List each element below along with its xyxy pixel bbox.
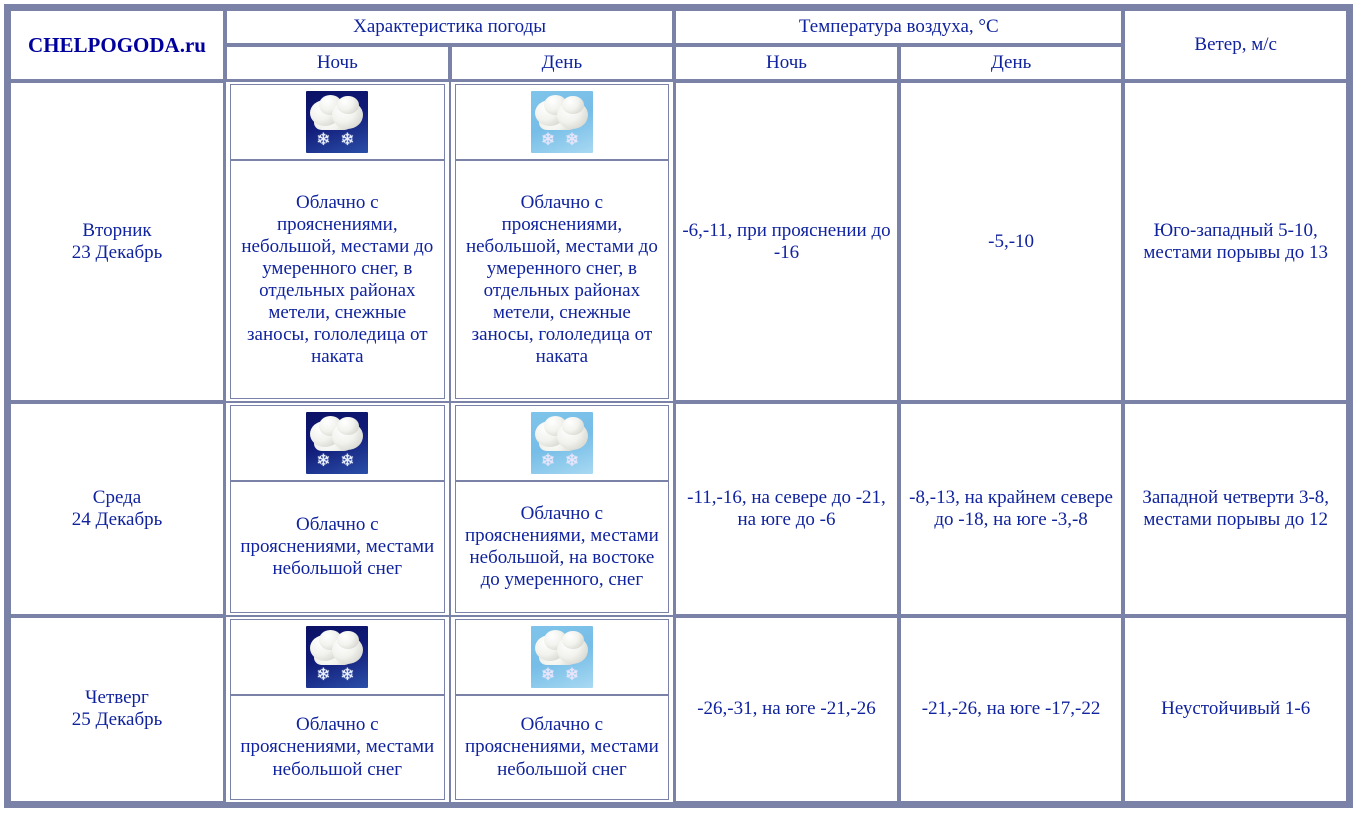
cloudy-snow-night-icon: ❄ ❄: [306, 626, 368, 688]
night-characteristic-inner-table: [230, 619, 445, 800]
day-characteristic-inner-table: [455, 619, 670, 800]
cloudy-snow-day-icon: ❄ ❄: [531, 412, 593, 474]
night-characteristic-cell: [226, 403, 449, 615]
header-temperature-night: Ночь: [675, 46, 898, 80]
weekday-date: 23 Декабрь: [71, 241, 163, 263]
night-characteristic-cell: [226, 617, 449, 802]
weather-forecast-table: [4, 4, 1353, 808]
night-temperature: -6,-11, при прояснении до -16: [675, 82, 898, 401]
day-icon-cell: [455, 405, 670, 481]
weekday-name: Среда: [92, 487, 142, 509]
night-temperature: -11,-16, на севере до -21, на юге до -6: [675, 403, 898, 615]
day-icon-cell: [455, 84, 670, 160]
night-icon-cell: [230, 405, 445, 481]
night-icon-cell: [230, 84, 445, 160]
day-characteristic-inner-table: [455, 405, 670, 613]
cloudy-snow-day-icon: ❄ ❄: [531, 91, 593, 153]
night-characteristic-cell: [226, 82, 449, 401]
table-row: [10, 403, 1347, 615]
night-description: Облачно с прояснениями, местами небольшой снег: [230, 695, 445, 800]
day-temperature: -21,-26, на юге -17,-22: [900, 617, 1123, 802]
header-temperature-day: День: [900, 46, 1123, 80]
table-header-row-top: [10, 10, 1347, 44]
day-description: Облачно с прояснениями, местами небольшой, на востоке до умеренного, снег: [455, 481, 670, 613]
day-temperature: -8,-13, на крайнем севере до -18, на юге -3,-8: [900, 403, 1123, 615]
wind-value: Западной четверти 3-8, местами порывы до 12: [1124, 403, 1347, 615]
night-temperature: -26,-31, на юге -21,-26: [675, 617, 898, 802]
day-description: Облачно с прояснениями, местами небольшой снег: [455, 695, 670, 800]
site-logo: CHELPOGODA.ru: [28, 32, 206, 57]
day-label-cell: [10, 403, 224, 615]
wind-value: Юго-западный 5-10, местами порывы до 13: [1124, 82, 1347, 401]
day-characteristic-cell: [451, 403, 674, 615]
day-characteristic-cell: [451, 82, 674, 401]
weekday-date: 25 Декабрь: [71, 709, 163, 731]
day-temperature: -5,-10: [900, 82, 1123, 401]
night-description: Облачно с прояснениями, местами небольшой снег: [230, 481, 445, 613]
cloudy-snow-night-icon: ❄ ❄: [306, 91, 368, 153]
weekday-name: Вторник: [82, 219, 152, 241]
header-weather-characteristic: Характеристика погоды: [226, 10, 673, 44]
header-characteristic-night: Ночь: [226, 46, 449, 80]
cloudy-snow-night-icon: ❄ ❄: [306, 412, 368, 474]
table-row: [10, 82, 1347, 401]
cloudy-snow-day-icon: ❄ ❄: [531, 626, 593, 688]
day-icon-cell: [455, 619, 670, 695]
day-characteristic-cell: [451, 617, 674, 802]
day-description: Облачно с прояснениями, небольшой, местами до умеренного снег, в отдельных районах метели, снежные заносы, гололедица от наката: [455, 160, 670, 399]
table-row: [10, 617, 1347, 802]
wind-value: Неустойчивый 1-6: [1124, 617, 1347, 802]
weekday-name: Четверг: [85, 687, 149, 709]
header-wind: Ветер, м/с: [1124, 10, 1347, 80]
header-air-temperature: Температура воздуха, °C: [675, 10, 1122, 44]
day-characteristic-inner-table: [455, 84, 670, 399]
night-description: Облачно с прояснениями, небольшой, местами до умеренного снег, в отдельных районах метели, снежные заносы, гололедица от наката: [230, 160, 445, 399]
header-characteristic-day: День: [451, 46, 674, 80]
day-label-cell: [10, 617, 224, 802]
night-characteristic-inner-table: [230, 84, 445, 399]
site-logo-cell: [10, 10, 224, 80]
night-icon-cell: [230, 619, 445, 695]
weekday-date: 24 Декабрь: [71, 509, 163, 531]
day-label-cell: [10, 82, 224, 401]
night-characteristic-inner-table: [230, 405, 445, 613]
